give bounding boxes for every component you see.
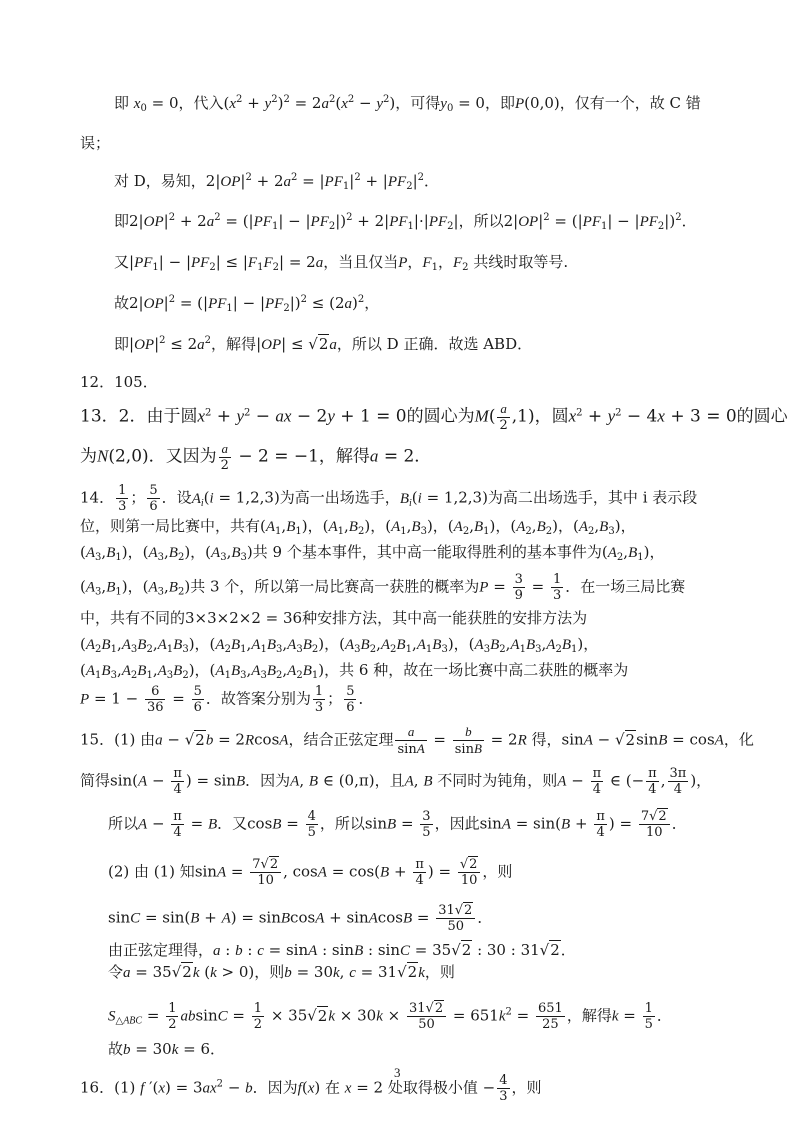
text-line: P = 1 − $\frac{6}{36}$ = $\frac{5}{6}$ ．故答案分别为 $\frac{1}{3}$ ； $\frac{5}{6}$ ． bbox=[80, 684, 374, 715]
text-line: $(A_3,B_1)$，$(A_3,B_2)$，$(A_3,B_3)$共 9 个基本事件，其中高一能取得胜利的基本事件为$(A_2,B_1)$， bbox=[80, 543, 665, 563]
text-line: 所以A − $\frac{\pi}{4}$ = B．又cosB = $\frac{4}{5}$ ，所以sinB = $\frac{3}{5}$ ，因此sinA = sin(B + $\frac{\pi}{4}$ ) = $\frac{7√2}{10}$ ． bbox=[108, 809, 687, 840]
text-line: 令a = 35√2k (k > 0)，则b = 30k, c = 31√2k，则 bbox=[108, 963, 455, 981]
text-line: 又$|PF_1| - |PF_2| \le |F_1F_2| = 2a$，当且仅当P，$F_1$，$F_2$ 共线时取等号. bbox=[114, 253, 569, 273]
text-line: 对 D，易知，$2|OP|^2 + 2a^2 = |PF_1|^2 + |PF_2|^2$． bbox=[114, 172, 440, 192]
text-line: 故$2|OP|^2 = (|PF_1| - |PF_2|)^2 \le (2a)^2$， bbox=[114, 294, 380, 314]
answer-12: 12．105． bbox=[80, 373, 158, 391]
text-line: 为N(2,0)．又因为 $\frac{a}{2}$ − 2 = −1，解得a = 2． bbox=[80, 441, 432, 473]
answer-13: 13．2．由于圆$x^2 + y^2$ − ax − 2y + 1 = 0的圆心为M( $\frac{a}{2}$ ,1)，圆$x^2 + y^2 - 4x + 3 = 0$的圆心 bbox=[80, 401, 788, 433]
answer-15: 15．(1) 由a − √2b = 2RcosA，结合正弦定理 $\frac{a}{\sin A}$ = $\frac{b}{\sin B}$ = 2R 得，sinA − √2sinB = cosA，化 bbox=[80, 724, 754, 757]
text-line: 误； bbox=[80, 134, 111, 152]
text-line: 简得sin(A − $\frac{\pi}{4}$ ) = sinB．因为A, B ∈ (0,π)，且A, B 不同时为钝角，则A − $\frac{\pi}{4}$ ∈ (− $\frac{\pi}{4}$ , $\frac{3\pi}{4}$ )， bbox=[80, 766, 712, 797]
text-line: 故b = 30k = 6． bbox=[108, 1040, 226, 1058]
text-line: $(A_3,B_1)$，$(A_3,B_2)$共 3 个，所以第一局比赛高一获胜的概率为P = $\frac{3}{9}$ = $\frac{1}{3}$ ．在一场三局比赛 bbox=[80, 572, 686, 603]
text-line: $(A_1B_3,A_2B_1,A_3B_2)$，$(A_1B_3,A_3B_2,A_2B_1)$，共 6 种，故在一场比赛中高二获胜的概率为 bbox=[80, 661, 629, 681]
answer-16-line: 16．(1) f $'(x) = 3ax^2 - b$．因为f(x) 在 x = 2 处取得极小值 − $\frac{4}{3}$ ，则 bbox=[80, 1073, 542, 1104]
text-line: 即$2|OP|^2 + 2a^2 = (|PF_1| - |PF_2|)^2 + 2|PF_1|\cdot|PF_2|$，所以$2|OP|^2 = (|PF_1| - |PF_2|)^2$． bbox=[114, 212, 697, 232]
text-line: 位，则第一局比赛中，共有$(A_1,B_1)$，$(A_1,B_2)$，$(A_1,B_3)$，$(A_2,B_1)$，$(A_2,B_2)$，$(A_2,B_3)$， bbox=[80, 517, 636, 537]
text-line: $S_{\triangle ABC}$ = $\frac{1}{2}$ absinC = $\frac{1}{2}$ × 35√2k × 30k × $\frac{31√2}{50}$ = $651k^2$ = $\frac{651}{25}$ ，解得k = $\frac{1}{5}$ ． bbox=[108, 1001, 672, 1032]
text-line: (2) 由 (1) 知sinA = $\frac{7√2}{10}$ , cosA = cos(B + $\frac{\pi}{4}$ ) = $\frac{√2}{10}$ ，则 bbox=[108, 857, 513, 888]
text-line: 即 $x_0 = 0$，代入$(x^2 + y^2)^2 = 2a^2(x^2 - y^2)$，可得$y_0 = 0$，即P(0,0)，仅有一个，故 C 错 bbox=[114, 94, 701, 114]
answer-14: 14． $\frac{1}{3}$ ； $\frac{5}{6}$ ．设$A_i(i = 1,2,3)$为高一出场选手，$B_i(i = 1,2,3)$为高二出场选手，其中 i 表示段 bbox=[80, 483, 698, 514]
text-line: 即$|OP|^2 \le 2a^2$，解得|OP| ≤ √2a，所以 D 正确．故选 ABD． bbox=[114, 335, 533, 353]
text-line: 由正弦定理得，a : b : c = sinA : sinB : sinC = 35√2 : 30 : 31√2． bbox=[108, 941, 576, 959]
text-line: sinC = sin(B + A) = sinBcosA + sinAcosB = $\frac{31√2}{50}$ ． bbox=[108, 903, 493, 934]
text-line: 中，共有不同的3×3×2×2 = 36种安排方法，其中高一能获胜的安排方法为 bbox=[80, 609, 588, 627]
text-line: $(A_2B_1,A_3B_2,A_1B_3)$，$(A_2B_1,A_1B_3,A_3B_2)$，$(A_3B_2,A_2B_1,A_1B_3)$，$(A_3B_2,A_1B_3,A_2B_1)$， bbox=[80, 635, 599, 655]
page-number: 3 bbox=[394, 1065, 401, 1080]
